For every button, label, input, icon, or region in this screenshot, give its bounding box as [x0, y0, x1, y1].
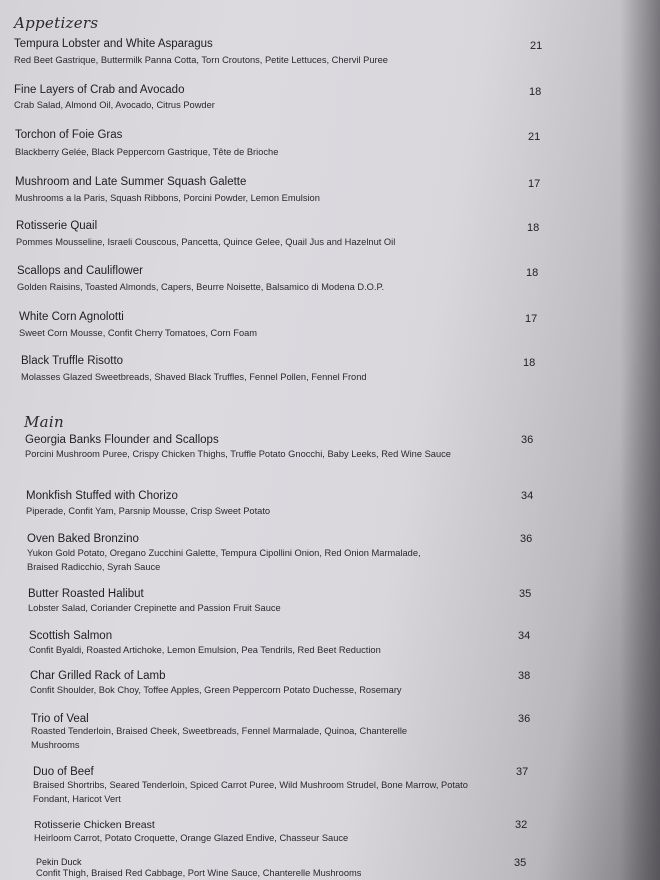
item-name: Trio of Veal — [31, 713, 89, 725]
item-name: Tempura Lobster and White Asparagus — [14, 38, 213, 50]
item-description: Confit Shoulder, Bok Choy, Toffee Apples, Green Peppercorn Potato Duchesse, Rosemary — [30, 685, 402, 695]
item-description: Golden Raisins, Toasted Almonds, Capers, Beurre Noisette, Balsamico di Modena D.O.P. — [17, 282, 385, 292]
item-name: Rotisserie Chicken Breast — [34, 819, 155, 831]
item-name: Georgia Banks Flounder and Scallops — [25, 434, 219, 446]
edge-shadow — [620, 0, 660, 880]
item-price: 32 — [515, 819, 528, 831]
item-price: 37 — [516, 766, 529, 778]
appetizers-heading: Appetizers — [14, 14, 99, 32]
item-description: Mushrooms a la Paris, Squash Ribbons, Porcini Powder, Lemon Emulsion — [15, 193, 320, 203]
item-description: Sweet Corn Mousse, Confit Cherry Tomatoes, Corn Foam — [19, 328, 258, 338]
item-description: Heirloom Carrot, Potato Croquette, Orange Glazed Endive, Chasseur Sauce — [34, 833, 349, 843]
item-description: Confit Thigh, Braised Red Cabbage, Port Wine Sauce, Chanterelle Mushrooms — [36, 868, 362, 878]
item-name: Scottish Salmon — [29, 630, 113, 642]
item-price: 21 — [528, 131, 541, 143]
item-price: 17 — [525, 313, 538, 325]
item-description: Red Beet Gastrique, Buttermilk Panna Cotta, Torn Croutons, Petite Lettuces, Chervil Puree — [14, 55, 388, 65]
item-name: Char Grilled Rack of Lamb — [30, 670, 166, 682]
item-description: Lobster Salad, Coriander Crepinette and Passion Fruit Sauce — [28, 603, 281, 613]
item-description: Pommes Mousseline, Israeli Couscous, Pancetta, Quince Gelee, Quail Jus and Hazelnut Oil — [16, 237, 396, 247]
item-name: Monkfish Stuffed with Chorizo — [26, 490, 178, 502]
item-price: 36 — [518, 713, 531, 725]
item-description: Braised Shortribs, Seared Tenderloin, Spiced Carrot Puree, Wild Mushroom Strudel, Bone Marrow, Potato Fondant, Haricot Vert — [33, 780, 468, 804]
item-price: 38 — [518, 670, 531, 682]
item-name: Rotisserie Quail — [16, 220, 98, 232]
item-description: Roasted Tenderloin, Braised Cheek, Sweetbreads, Fennel Marmalade, Quinoa, Chanterelle Mushrooms — [31, 726, 408, 750]
item-name: Torchon of Foie Gras — [15, 129, 123, 141]
item-price: 35 — [519, 588, 532, 600]
item-description: Yukon Gold Potato, Oregano Zucchini Galette, Tempura Cipollini Onion, Red Onion Marmalade, Braised Radicchio, Syrah Sauce — [27, 548, 421, 572]
item-price: 35 — [514, 857, 527, 869]
item-price: 21 — [530, 40, 543, 52]
item-price: 18 — [527, 222, 540, 234]
item-description: Molasses Glazed Sweetbreads, Shaved Black Truffles, Fennel Pollen, Fennel Frond — [21, 372, 367, 382]
item-name: Black Truffle Risotto — [21, 355, 124, 367]
item-name: White Corn Agnolotti — [19, 311, 124, 323]
item-price: 36 — [521, 434, 534, 446]
item-price: 18 — [526, 267, 539, 279]
item-description: Piperade, Confit Yam, Parsnip Mousse, Crisp Sweet Potato — [26, 506, 271, 516]
item-description: Crab Salad, Almond Oil, Avocado, Citrus Powder — [14, 100, 215, 110]
item-name: Mushroom and Late Summer Squash Galette — [15, 176, 247, 188]
item-price: 34 — [521, 490, 534, 502]
item-price: 36 — [520, 533, 533, 545]
item-price: 17 — [528, 178, 541, 190]
main-heading: Main — [24, 413, 64, 431]
item-name: Pekin Duck — [36, 857, 82, 867]
item-price: 18 — [529, 86, 542, 98]
item-description: Porcini Mushroom Puree, Crispy Chicken Thighs, Truffle Potato Gnocchi, Baby Leeks, Red Wine Sauce — [25, 449, 451, 459]
item-description: Blackberry Gelée, Black Peppercorn Gastrique, Tête de Brioche — [15, 147, 279, 157]
item-name: Duo of Beef — [33, 766, 94, 778]
item-description: Confit Byaldi, Roasted Artichoke, Lemon Emulsion, Pea Tendrils, Red Beet Reduction — [29, 645, 381, 655]
item-name: Butter Roasted Halibut — [28, 588, 144, 600]
item-name: Fine Layers of Crab and Avocado — [14, 84, 185, 96]
item-price: 34 — [518, 630, 531, 642]
item-name: Scallops and Cauliflower — [17, 265, 143, 277]
item-price: 18 — [523, 357, 536, 369]
item-name: Oven Baked Bronzino — [27, 533, 139, 545]
